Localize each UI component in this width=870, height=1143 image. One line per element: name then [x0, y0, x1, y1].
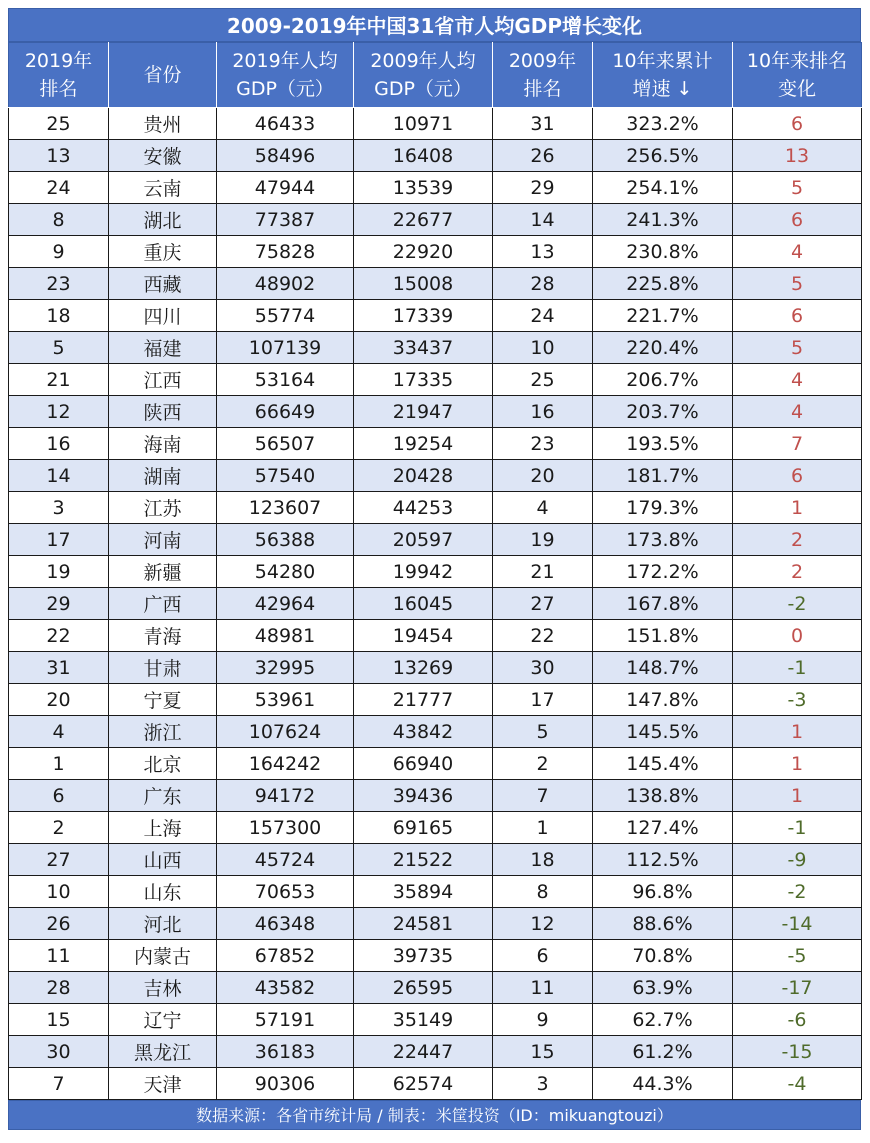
- gdp-2009-cell: 39436: [354, 780, 493, 812]
- growth-cell: 61.2%: [593, 1036, 733, 1068]
- province-cell: 江苏: [109, 492, 217, 524]
- gdp-2009-cell: 17339: [354, 300, 493, 332]
- rank-2019-cell: 22: [9, 620, 109, 652]
- gdp-2009-cell: 21947: [354, 396, 493, 428]
- table-title: 2009-2019年中国31省市人均GDP增长变化: [8, 8, 861, 42]
- rank-2019-cell: 10: [9, 876, 109, 908]
- header-growth: [593, 43, 733, 108]
- header-line: 10年来排名: [746, 50, 848, 72]
- gdp-2019-cell: 54280: [217, 556, 354, 588]
- rank-change-cell: 0: [733, 620, 862, 652]
- rank-2019-cell: 9: [9, 236, 109, 268]
- rank-change-cell: 5: [733, 172, 862, 204]
- table-row: [9, 204, 862, 236]
- gdp-2019-cell: 56388: [217, 524, 354, 556]
- header-line: 省份: [143, 64, 182, 86]
- rank-2019-cell: 6: [9, 780, 109, 812]
- table-body: [9, 108, 862, 1100]
- rank-2009-cell: 4: [493, 492, 593, 524]
- table-row: [9, 396, 862, 428]
- province-cell: 甘肃: [109, 652, 217, 684]
- rank-2019-cell: 3: [9, 492, 109, 524]
- gdp-2009-cell: 19942: [354, 556, 493, 588]
- gdp-2009-cell: 10971: [354, 108, 493, 140]
- growth-cell: 181.7%: [593, 460, 733, 492]
- growth-cell: 112.5%: [593, 844, 733, 876]
- table-row: [9, 460, 862, 492]
- growth-cell: 88.6%: [593, 908, 733, 940]
- gdp-2009-cell: 35894: [354, 876, 493, 908]
- source-footer: 数据来源：各省市统计局 / 制表：米筐投资（ID：mikuangtouzi）: [8, 1100, 861, 1130]
- rank-2009-cell: 6: [493, 940, 593, 972]
- growth-cell: 254.1%: [593, 172, 733, 204]
- gdp-2019-cell: 32995: [217, 652, 354, 684]
- growth-cell: 206.7%: [593, 364, 733, 396]
- province-cell: 北京: [109, 748, 217, 780]
- rank-2009-cell: 13: [493, 236, 593, 268]
- table-row: [9, 780, 862, 812]
- rank-change-cell: 1: [733, 780, 862, 812]
- gdp-table: [8, 42, 862, 1100]
- gdp-2009-cell: 13269: [354, 652, 493, 684]
- rank-2009-cell: 16: [493, 396, 593, 428]
- header-row: [9, 43, 862, 108]
- growth-cell: 62.7%: [593, 1004, 733, 1036]
- gdp-2019-cell: 67852: [217, 940, 354, 972]
- header-line: GDP（元）: [374, 78, 472, 100]
- header-rank-2019: [9, 43, 109, 108]
- gdp-2019-cell: 57191: [217, 1004, 354, 1036]
- rank-2009-cell: 17: [493, 684, 593, 716]
- table-row: [9, 108, 862, 140]
- rank-2009-cell: 23: [493, 428, 593, 460]
- growth-cell: 96.8%: [593, 876, 733, 908]
- province-cell: 福建: [109, 332, 217, 364]
- province-cell: 上海: [109, 812, 217, 844]
- province-cell: 贵州: [109, 108, 217, 140]
- rank-change-cell: -1: [733, 652, 862, 684]
- growth-cell: 256.5%: [593, 140, 733, 172]
- gdp-2019-cell: 157300: [217, 812, 354, 844]
- province-cell: 山西: [109, 844, 217, 876]
- gdp-2019-cell: 123607: [217, 492, 354, 524]
- gdp-2009-cell: 33437: [354, 332, 493, 364]
- table-row: [9, 364, 862, 396]
- gdp-2019-cell: 94172: [217, 780, 354, 812]
- rank-change-cell: 2: [733, 556, 862, 588]
- gdp-2009-cell: 22447: [354, 1036, 493, 1068]
- gdp-2019-cell: 66649: [217, 396, 354, 428]
- rank-2009-cell: 28: [493, 268, 593, 300]
- table-row: [9, 332, 862, 364]
- rank-2019-cell: 5: [9, 332, 109, 364]
- header-line: 增速 ↓: [632, 78, 693, 100]
- gdp-2019-cell: 46433: [217, 108, 354, 140]
- gdp-2019-cell: 53164: [217, 364, 354, 396]
- growth-cell: 225.8%: [593, 268, 733, 300]
- rank-2019-cell: 23: [9, 268, 109, 300]
- gdp-2009-cell: 66940: [354, 748, 493, 780]
- province-cell: 宁夏: [109, 684, 217, 716]
- rank-2019-cell: 7: [9, 1068, 109, 1100]
- rank-change-cell: 6: [733, 300, 862, 332]
- gdp-2009-cell: 24581: [354, 908, 493, 940]
- rank-2019-cell: 18: [9, 300, 109, 332]
- growth-cell: 147.8%: [593, 684, 733, 716]
- gdp-2009-cell: 62574: [354, 1068, 493, 1100]
- header-line: 10年来累计: [612, 50, 713, 72]
- header-line: GDP（元）: [236, 78, 334, 100]
- growth-cell: 241.3%: [593, 204, 733, 236]
- rank-2009-cell: 26: [493, 140, 593, 172]
- gdp-2019-cell: 57540: [217, 460, 354, 492]
- rank-2009-cell: 31: [493, 108, 593, 140]
- growth-cell: 44.3%: [593, 1068, 733, 1100]
- growth-cell: 127.4%: [593, 812, 733, 844]
- gdp-2019-cell: 36183: [217, 1036, 354, 1068]
- gdp-2009-cell: 39735: [354, 940, 493, 972]
- table-row: [9, 972, 862, 1004]
- rank-2019-cell: 21: [9, 364, 109, 396]
- table-row: [9, 812, 862, 844]
- gdp-2009-cell: 26595: [354, 972, 493, 1004]
- gdp-2019-cell: 56507: [217, 428, 354, 460]
- province-cell: 西藏: [109, 268, 217, 300]
- gdp-2009-cell: 20428: [354, 460, 493, 492]
- table-row: [9, 620, 862, 652]
- rank-2019-cell: 12: [9, 396, 109, 428]
- rank-change-cell: -5: [733, 940, 862, 972]
- rank-2009-cell: 14: [493, 204, 593, 236]
- rank-change-cell: 6: [733, 108, 862, 140]
- growth-cell: 172.2%: [593, 556, 733, 588]
- gdp-2009-cell: 17335: [354, 364, 493, 396]
- header-line: 2019年: [24, 50, 93, 72]
- growth-cell: 138.8%: [593, 780, 733, 812]
- rank-change-cell: 7: [733, 428, 862, 460]
- province-cell: 内蒙古: [109, 940, 217, 972]
- gdp-2019-cell: 46348: [217, 908, 354, 940]
- gdp-2009-cell: 20597: [354, 524, 493, 556]
- province-cell: 湖北: [109, 204, 217, 236]
- gdp-2019-cell: 70653: [217, 876, 354, 908]
- growth-cell: 193.5%: [593, 428, 733, 460]
- rank-change-cell: -3: [733, 684, 862, 716]
- rank-2019-cell: 19: [9, 556, 109, 588]
- rank-2019-cell: 30: [9, 1036, 109, 1068]
- rank-change-cell: 2: [733, 524, 862, 556]
- rank-change-cell: 6: [733, 460, 862, 492]
- gdp-2009-cell: 44253: [354, 492, 493, 524]
- province-cell: 安徽: [109, 140, 217, 172]
- table-row: [9, 748, 862, 780]
- header-rank-change: [733, 43, 862, 108]
- gdp-2009-cell: 22920: [354, 236, 493, 268]
- rank-change-cell: 13: [733, 140, 862, 172]
- gdp-2009-cell: 15008: [354, 268, 493, 300]
- gdp-2019-cell: 42964: [217, 588, 354, 620]
- gdp-2009-cell: 35149: [354, 1004, 493, 1036]
- table-row: [9, 236, 862, 268]
- rank-2019-cell: 25: [9, 108, 109, 140]
- gdp-2009-cell: 19454: [354, 620, 493, 652]
- table-row: [9, 492, 862, 524]
- gdp-2019-cell: 45724: [217, 844, 354, 876]
- rank-2009-cell: 24: [493, 300, 593, 332]
- gdp-2019-cell: 58496: [217, 140, 354, 172]
- rank-2009-cell: 2: [493, 748, 593, 780]
- rank-change-cell: 1: [733, 748, 862, 780]
- gdp-2019-cell: 107624: [217, 716, 354, 748]
- province-cell: 广东: [109, 780, 217, 812]
- rank-2009-cell: 18: [493, 844, 593, 876]
- rank-2019-cell: 27: [9, 844, 109, 876]
- table-row: [9, 1036, 862, 1068]
- growth-cell: 145.4%: [593, 748, 733, 780]
- growth-cell: 167.8%: [593, 588, 733, 620]
- table-row: [9, 684, 862, 716]
- gdp-2009-cell: 69165: [354, 812, 493, 844]
- province-cell: 广西: [109, 588, 217, 620]
- rank-2019-cell: 28: [9, 972, 109, 1004]
- rank-2009-cell: 9: [493, 1004, 593, 1036]
- rank-2009-cell: 21: [493, 556, 593, 588]
- header-line: 2009年人均: [370, 50, 476, 72]
- rank-2009-cell: 5: [493, 716, 593, 748]
- header-line: 排名: [523, 78, 562, 100]
- province-cell: 青海: [109, 620, 217, 652]
- province-cell: 吉林: [109, 972, 217, 1004]
- rank-change-cell: -6: [733, 1004, 862, 1036]
- province-cell: 浙江: [109, 716, 217, 748]
- gdp-2019-cell: 53961: [217, 684, 354, 716]
- rank-2009-cell: 29: [493, 172, 593, 204]
- province-cell: 黑龙江: [109, 1036, 217, 1068]
- gdp-2019-cell: 48981: [217, 620, 354, 652]
- gdp-2019-cell: 90306: [217, 1068, 354, 1100]
- rank-change-cell: -9: [733, 844, 862, 876]
- gdp-2019-cell: 77387: [217, 204, 354, 236]
- province-cell: 海南: [109, 428, 217, 460]
- growth-cell: 148.7%: [593, 652, 733, 684]
- rank-2019-cell: 14: [9, 460, 109, 492]
- province-cell: 河南: [109, 524, 217, 556]
- rank-2009-cell: 30: [493, 652, 593, 684]
- gdp-2009-cell: 21522: [354, 844, 493, 876]
- table-row: [9, 844, 862, 876]
- growth-cell: 221.7%: [593, 300, 733, 332]
- gdp-2019-cell: 43582: [217, 972, 354, 1004]
- province-cell: 江西: [109, 364, 217, 396]
- rank-change-cell: -4: [733, 1068, 862, 1100]
- rank-change-cell: 1: [733, 492, 862, 524]
- table-row: [9, 652, 862, 684]
- rank-change-cell: 6: [733, 204, 862, 236]
- gdp-2009-cell: 16045: [354, 588, 493, 620]
- rank-2019-cell: 16: [9, 428, 109, 460]
- rank-2009-cell: 19: [493, 524, 593, 556]
- growth-cell: 173.8%: [593, 524, 733, 556]
- gdp-2009-cell: 22677: [354, 204, 493, 236]
- rank-2019-cell: 17: [9, 524, 109, 556]
- table-row: [9, 1068, 862, 1100]
- header-line: 变化: [777, 78, 816, 100]
- gdp-2019-cell: 47944: [217, 172, 354, 204]
- rank-2019-cell: 4: [9, 716, 109, 748]
- rank-2009-cell: 8: [493, 876, 593, 908]
- table-row: [9, 524, 862, 556]
- table-row: [9, 140, 862, 172]
- gdp-2009-cell: 16408: [354, 140, 493, 172]
- rank-2019-cell: 24: [9, 172, 109, 204]
- header-province: [109, 43, 217, 108]
- table-row: [9, 268, 862, 300]
- table-row: [9, 716, 862, 748]
- table-row: [9, 588, 862, 620]
- rank-change-cell: -2: [733, 876, 862, 908]
- gdp-2009-cell: 19254: [354, 428, 493, 460]
- growth-cell: 230.8%: [593, 236, 733, 268]
- province-cell: 天津: [109, 1068, 217, 1100]
- growth-cell: 220.4%: [593, 332, 733, 364]
- rank-2019-cell: 8: [9, 204, 109, 236]
- rank-2019-cell: 29: [9, 588, 109, 620]
- province-cell: 河北: [109, 908, 217, 940]
- gdp-2009-cell: 13539: [354, 172, 493, 204]
- province-cell: 云南: [109, 172, 217, 204]
- table-row: [9, 908, 862, 940]
- rank-2009-cell: 25: [493, 364, 593, 396]
- rank-change-cell: -15: [733, 1036, 862, 1068]
- rank-2019-cell: 1: [9, 748, 109, 780]
- rank-2009-cell: 10: [493, 332, 593, 364]
- rank-2009-cell: 15: [493, 1036, 593, 1068]
- header-gdp-2009: [354, 43, 493, 108]
- table-row: [9, 172, 862, 204]
- gdp-2019-cell: 55774: [217, 300, 354, 332]
- header-rank-2009: [493, 43, 593, 108]
- rank-change-cell: 4: [733, 396, 862, 428]
- gdp-2019-cell: 75828: [217, 236, 354, 268]
- rank-change-cell: 4: [733, 364, 862, 396]
- province-cell: 陕西: [109, 396, 217, 428]
- province-cell: 山东: [109, 876, 217, 908]
- growth-cell: 63.9%: [593, 972, 733, 1004]
- table-row: [9, 300, 862, 332]
- rank-change-cell: 5: [733, 268, 862, 300]
- rank-2019-cell: 2: [9, 812, 109, 844]
- gdp-2009-cell: 21777: [354, 684, 493, 716]
- rank-change-cell: 5: [733, 332, 862, 364]
- gdp-2019-cell: 164242: [217, 748, 354, 780]
- rank-2009-cell: 7: [493, 780, 593, 812]
- province-cell: 重庆: [109, 236, 217, 268]
- rank-change-cell: -1: [733, 812, 862, 844]
- growth-cell: 70.8%: [593, 940, 733, 972]
- rank-2019-cell: 15: [9, 1004, 109, 1036]
- table-row: [9, 1004, 862, 1036]
- gdp-2019-cell: 107139: [217, 332, 354, 364]
- rank-2009-cell: 11: [493, 972, 593, 1004]
- province-cell: 辽宁: [109, 1004, 217, 1036]
- rank-change-cell: -14: [733, 908, 862, 940]
- province-cell: 新疆: [109, 556, 217, 588]
- gdp-2009-cell: 43842: [354, 716, 493, 748]
- gdp-2019-cell: 48902: [217, 268, 354, 300]
- province-cell: 湖南: [109, 460, 217, 492]
- table-row: [9, 428, 862, 460]
- rank-2019-cell: 13: [9, 140, 109, 172]
- table-row: [9, 876, 862, 908]
- header-line: 2009年: [508, 50, 577, 72]
- rank-change-cell: -2: [733, 588, 862, 620]
- rank-2009-cell: 27: [493, 588, 593, 620]
- province-cell: 四川: [109, 300, 217, 332]
- rank-2019-cell: 26: [9, 908, 109, 940]
- growth-cell: 323.2%: [593, 108, 733, 140]
- rank-2009-cell: 12: [493, 908, 593, 940]
- growth-cell: 145.5%: [593, 716, 733, 748]
- growth-cell: 179.3%: [593, 492, 733, 524]
- rank-change-cell: 4: [733, 236, 862, 268]
- gdp-table-sheet: [8, 8, 861, 1130]
- rank-2019-cell: 11: [9, 940, 109, 972]
- rank-change-cell: -17: [733, 972, 862, 1004]
- header-line: 2019年人均: [232, 50, 338, 72]
- header-line: 排名: [39, 78, 78, 100]
- rank-2009-cell: 1: [493, 812, 593, 844]
- rank-2019-cell: 20: [9, 684, 109, 716]
- header-gdp-2019: [217, 43, 354, 108]
- rank-2019-cell: 31: [9, 652, 109, 684]
- table-row: [9, 940, 862, 972]
- rank-2009-cell: 3: [493, 1068, 593, 1100]
- growth-cell: 151.8%: [593, 620, 733, 652]
- rank-2009-cell: 22: [493, 620, 593, 652]
- table-row: [9, 556, 862, 588]
- rank-change-cell: 1: [733, 716, 862, 748]
- rank-2009-cell: 20: [493, 460, 593, 492]
- growth-cell: 203.7%: [593, 396, 733, 428]
